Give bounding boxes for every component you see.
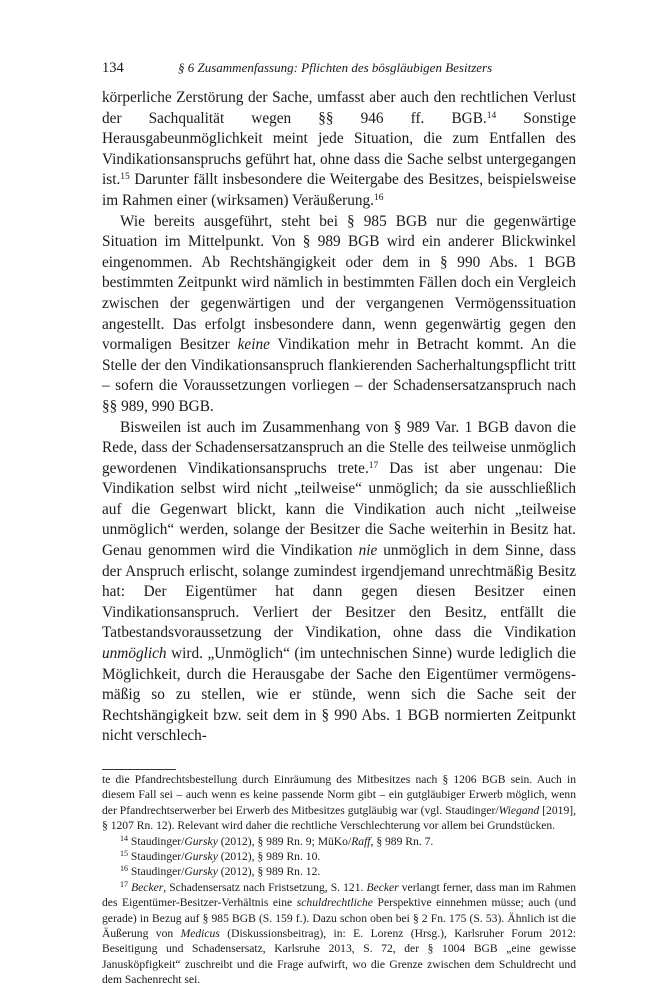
emphasis: keine xyxy=(237,336,270,354)
text-run: (2012), § 989 Rn. 12. xyxy=(217,865,321,879)
text-run: , § 989 Rn. 7. xyxy=(370,834,434,848)
page-number: 134 xyxy=(102,60,124,76)
emphasis: Gursky xyxy=(184,865,218,879)
text-run: körperliche Zerstörung der Sache, umfasst aber auch den rechtlichen Verlust der Sachqualität wegen §§ 946 ff. BGB. xyxy=(102,89,576,127)
text-run: Bisweilen ist auch im Zusammenhang von § 989 Var. 1 BGB davon die Rede, dass der Schadensersatzanspruch an die Stelle des teilweise unmöglich gewordenen Vindikationsanspruchs trete. xyxy=(102,418,576,477)
paragraph xyxy=(102,88,576,212)
footnote-number: 15 xyxy=(120,849,128,859)
footnote-number: 17 xyxy=(120,879,128,889)
running-title: § 6 Zusammenfassung: Pflichten des bösgläubigen Besitzers xyxy=(178,60,493,75)
emphasis: Becker xyxy=(131,880,164,894)
footnote-ref: 14 xyxy=(486,110,497,121)
footnote-number: 16 xyxy=(120,864,128,874)
paragraph xyxy=(102,212,576,418)
paragraph xyxy=(102,418,576,748)
text-run: te die Pfandrechtsbestellung durch Einräumung des Mitbesitzes nach § 1206 BGB sein. Auch in diesem Fall sei – auch wenn es keine passende Norm gibt – ein gutgläubiger Erwerb möglich, wenn der Pfandrechtserwerber bei Erwerb des Mitbesitzes gutgläubig war (vgl. Staudinger/ xyxy=(102,773,576,817)
running-header xyxy=(102,60,576,84)
emphasis: schuldrechtliche xyxy=(296,896,373,910)
emphasis: Wiegand xyxy=(498,803,540,817)
footnote-divider xyxy=(102,769,176,770)
text-run: Staudinger/ xyxy=(128,850,185,864)
footnote-ref: 16 xyxy=(374,192,384,203)
text-run: unmöglich in dem Sinne, dass der Anspruch erlischt, solange zumindest irgendjemand unrechtmäßig Besitz hat: Der Eigentümer hat dann gegen diesen Besitzer einen Vindikationsanspruch. Verliert der Besitzer den Besitz, entfällt die Tatbestandsvoraussetzung der Vindikation, ohne dass die Vindikation xyxy=(102,542,576,642)
book-page xyxy=(102,60,576,988)
footnote-14 xyxy=(102,834,576,849)
text-run: Staudinger/ xyxy=(128,865,185,879)
emphasis: Gursky xyxy=(184,834,218,848)
text-run: (2012), § 989 Rn. 9; MüKo/ xyxy=(217,834,352,848)
text-run: Darunter fällt insbesondere die Weitergabe des Besitzes, beispielsweise im Rahmen einer (wirksamen) Veräußerung. xyxy=(102,171,576,209)
text-run: verlangt ferner, dass man im Rahmen des Eigentümer-Besitzer-Verhältnis eine xyxy=(102,880,576,910)
text-run: Perspektive einnehmen müsse; auch (und gerade) in Bezug auf § 985 BGB (S. 159 f.). Dazu schon oben bei § 2 Fn. 175 (S. 53). Ähnlich ist die Äußerung von xyxy=(102,896,576,941)
text-run: (Diskussionsbeitrag), in: E. Lorenz (Hrsg.), Karlsruher Forum 2012: Beseitigung und Schadensersatz, Karlsruhe 2013, S. 72, der § 1004 BGB „eine gewisse Janusköpfigkeit“ zuschreibt und die Frage aufwirft, wo die Grenze zwischen dem Schuldrecht und dem Sachenrecht sei. xyxy=(102,927,576,987)
footnotes xyxy=(102,772,576,988)
text-run: , Schadensersatz nach Fristsetzung, S. 121. xyxy=(163,880,367,894)
main-text xyxy=(102,88,576,747)
text-run: Sonstige Herausgabeunmöglichkeit meint jede Situation, die zum Entfallen des Vindikationsanspruchs geführt hat, ohne dass die Sache selbst untergegangen ist. xyxy=(102,109,576,189)
text-run: [2019], § 1207 Rn. 12). Relevant wird daher die rechtliche Verschlechterung vor allem bei Grundstücken. xyxy=(102,803,576,833)
emphasis: Becker xyxy=(366,880,399,894)
footnote-17 xyxy=(102,880,576,988)
text-run: Das ist aber ungenau: Die Vindikation selbst wird nicht „teilweise“ unmöglich; da sie ausschließlich auf die Gegenwart blickt, kann die Vindikation auch nicht „teilweise unmöglich“ werden, solange der Besitzer die Sache weiterhin in Besitz hat. Genau genommen wird die Vindikation xyxy=(102,459,577,560)
emphasis: Medicus xyxy=(180,927,220,941)
footnote-ref: 15 xyxy=(120,172,130,183)
footnote-number: 14 xyxy=(120,833,128,843)
text-run: (2012), § 989 Rn. 10. xyxy=(217,850,321,864)
text-run: Staudinger/ xyxy=(128,834,185,848)
emphasis: Raff xyxy=(351,834,371,848)
footnote-15 xyxy=(102,849,576,864)
text-run: Vindikation mehr in Betracht kommt. An die Stelle der den Vindikationsanspruch flankierenden Sacherhaltungspflicht tritt – sofern die Voraussetzungen vorliegen – der Schadensersatzanspruch nach §§ 989, 990 BGB. xyxy=(102,336,576,415)
footnote-ref: 17 xyxy=(368,460,379,471)
text-run: wird. „Unmöglich“ (im untechnischen Sinne) wurde lediglich die Möglichkeit, durch die Herausgabe der Sache den Eigentümer vermögensmäßig so zu stellen, wie er stünde, wenn sich die Sache seit der Rechtshängigkeit bzw. seit dem in § 990 Abs. 1 BGB normierten Zeitpunkt nicht verschlech- xyxy=(102,645,576,745)
footnote-16 xyxy=(102,864,576,879)
text-run: Wie bereits ausgeführt, steht bei § 985 BGB nur die gegenwärtige Situation im Mittelpunkt. Von § 989 BGB wird ein anderer Blickwinkel eingenommen. Ab Rechtshängigkeit oder dem in § 990 Abs. 1 BGB bestimmten Zeitpunkt wird nämlich in bestimmten Fällen doch ein Vergleich zwischen der gegenwärtigen und der vergangenen Vermögenssituation angestellt. Das erfolgt insbesondere dann, wenn gegenwärtig gegen den vormaligen Besitzer xyxy=(102,212,576,354)
emphasis: Gursky xyxy=(184,850,218,864)
emphasis: nie xyxy=(358,542,378,560)
footnote-continuation xyxy=(102,772,576,834)
emphasis: unmöglich xyxy=(102,645,167,663)
